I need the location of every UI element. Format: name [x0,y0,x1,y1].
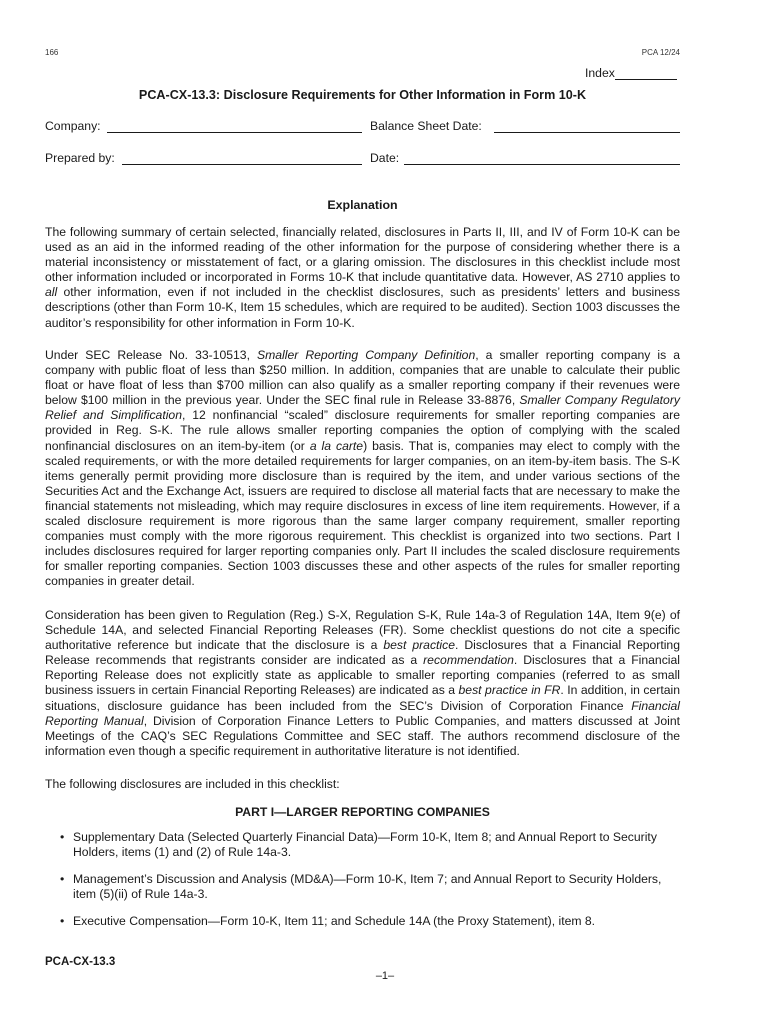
list-item [45,914,685,929]
bullet-icon: • [60,830,65,844]
prepared-by-input-line[interactable] [122,152,362,165]
date-field [370,151,399,165]
paragraph-smaller-reporting [45,348,680,590]
company-field [45,119,101,133]
paragraph-included: The following disclosures are included in this checklist: [45,777,340,791]
para3-text-b: . Disclosures that a Financial Reporting Release recommends that registrants consider are indicated as a [45,638,680,668]
list-item-text: Supplementary Data (Selected Quarterly Financial Data)—Form 10-K, Item 8; and Annual Report to Security Holders, items (1) and (2) of Rule 14a-3. [73,830,657,860]
bullet-icon: • [60,872,65,887]
list-item [45,872,685,902]
footer-form-id: PCA-CX-13.3 [45,956,116,968]
prepared-by-field [45,151,115,165]
edition-label: PCA 12/24 [641,48,680,57]
index-label: Index [585,66,615,80]
paragraph-consideration [45,608,680,759]
disclosure-list [45,830,685,941]
index-field [585,66,677,80]
para2-text-c: , 12 nonfinancial “scaled” disclosure requirements for smaller reporting companies are provided in Reg. S-K. The rule allows smaller reporting companies the option of complying with the scaled nonfinancial disclosures on an item-by-item (or [45,408,680,453]
para3-best-practice-fr: best practice in FR [458,683,561,698]
prepared-by-label: Prepared by: [45,151,115,165]
para1-text-b: other information, even if not included in the checklist disclosures, such as presidents’ letters and business descriptions (other than Form 10-K, Item 15 schedules, which are required to be audited). Section 1003 discusses the auditor’s responsibility for other information in Form 10-K. [45,285,680,330]
balance-sheet-date-input-line[interactable] [494,120,680,133]
para1-all: all [45,285,58,300]
part1-heading: PART I—LARGER REPORTING COMPANIES [235,805,490,819]
para3-text-c: . Disclosures that a Financial Reporting Release does not explicitly state as applicable to smaller reporting companies (referred to as small business issuers in certain Financial Reporting Releases) are indicated as a [45,653,680,698]
para3-recommendation: recommendation [423,653,514,668]
para2-text-b: , a smaller reporting company is a company with public float of less than $250 million. In addition, companies that are unable to calculate their public float or have float of less than $700 million can also qualify as a smaller reporting company if their revenues were below $100 million in the previous year. Under the SEC final rule in Release 33-8876, [45,348,681,408]
para1-text-a: The following summary of certain selected, financially related, disclosures in Parts II, III, and IV of Form 10-K can be used as an aid in the informed reading of the other information for the purpose of considering whether there is a material inconsistency or misstatement of fact, or a glaring omission. The disclosures in this checklist include most other information included or incorporated in Forms 10-K that include quantitative data. However, AS 2710 applies to [45,225,680,285]
list-item-text: Management’s Discussion and Analysis (MD&A)—Form 10-K, Item 7; and Annual Report to Security Holders, item (5)(ii) of Rule 14a-3. [73,872,662,902]
explanation-heading: Explanation [327,198,398,212]
para3-best-practice: best practice [383,638,456,653]
para3-text-d: . In addition, in certain situations, disclosure guidance has been included from the SEC’s Division of Corporation Finance [45,683,680,713]
bullet-icon: • [60,914,65,929]
para2-release-title: Smaller Reporting Company Definition [257,348,476,362]
company-input-line[interactable] [107,120,362,133]
para3-text-a: Consideration has been given to Regulation (Reg.) S-X, Regulation S-K, Rule 14a-3 of Regulation 14A, Item 9(e) of Schedule 14A, and selected Financial Reporting Releases (FR). Some checklist questions do not cite a specific authoritative reference but indicate that the disclosure is a [45,608,680,653]
para3-manual: Financial Reporting Manual [45,698,680,728]
para2-a-la-carte: a la carte [309,438,364,453]
para2-text-d: ) basis. That is, companies may elect to comply with the scaled requirements, or with the more detailed requirements for larger companies, on an item-by-item basis. The S-K items generally permit providing more disclosure than is required by the item, and under various sections of the Securities Act and the Exchange Act, issuers are required to disclose all material facts that are necessary to make the financial statements not misleading, which may require disclosures in excess of line item requirements. However, if a scaled disclosure requirement is more rigorous than the same larger company requirement, smaller reporting companies must comply with the more rigorous requirement. This checklist is organized into two sections. Part I includes disclosures required for larger reporting companies only. Part II includes the scaled disclosure requirements for smaller reporting companies. Section 1003 discusses these and other aspects of the rules for smaller reporting companies in greater detail. [45,438,681,589]
page-number: 166 [45,48,59,57]
balance-sheet-date-field [370,119,482,133]
footer-page-number: –1– [375,970,395,982]
page-title: PCA-CX-13.3: Disclosure Requirements for Other Information in Form 10-K [138,88,587,102]
paragraph-intro [45,225,680,331]
para2-rule-title: Smaller Company Regulatory Relief and Simplification [45,393,680,423]
balance-sheet-date-label: Balance Sheet Date: [370,119,482,133]
para2-text-a: Under SEC Release No. 33-10513, [45,348,257,362]
list-item-text: Executive Compensation—Form 10-K, Item 11; and Schedule 14A (the Proxy Statement), item 8. [73,914,596,929]
date-input-line[interactable] [404,152,680,165]
list-item [45,830,685,860]
company-label: Company: [45,119,101,133]
index-input-line[interactable] [615,67,677,80]
date-label: Date: [370,151,400,165]
para3-text-e: , Division of Corporation Finance Letters to Public Companies, and matters discussed at Joint Meetings of the CAQ’s SEC Regulations Committee and SEC staff. The authors recommend disclosure of the information even though a specific requirement in authoritative literature is not identified. [45,713,681,758]
